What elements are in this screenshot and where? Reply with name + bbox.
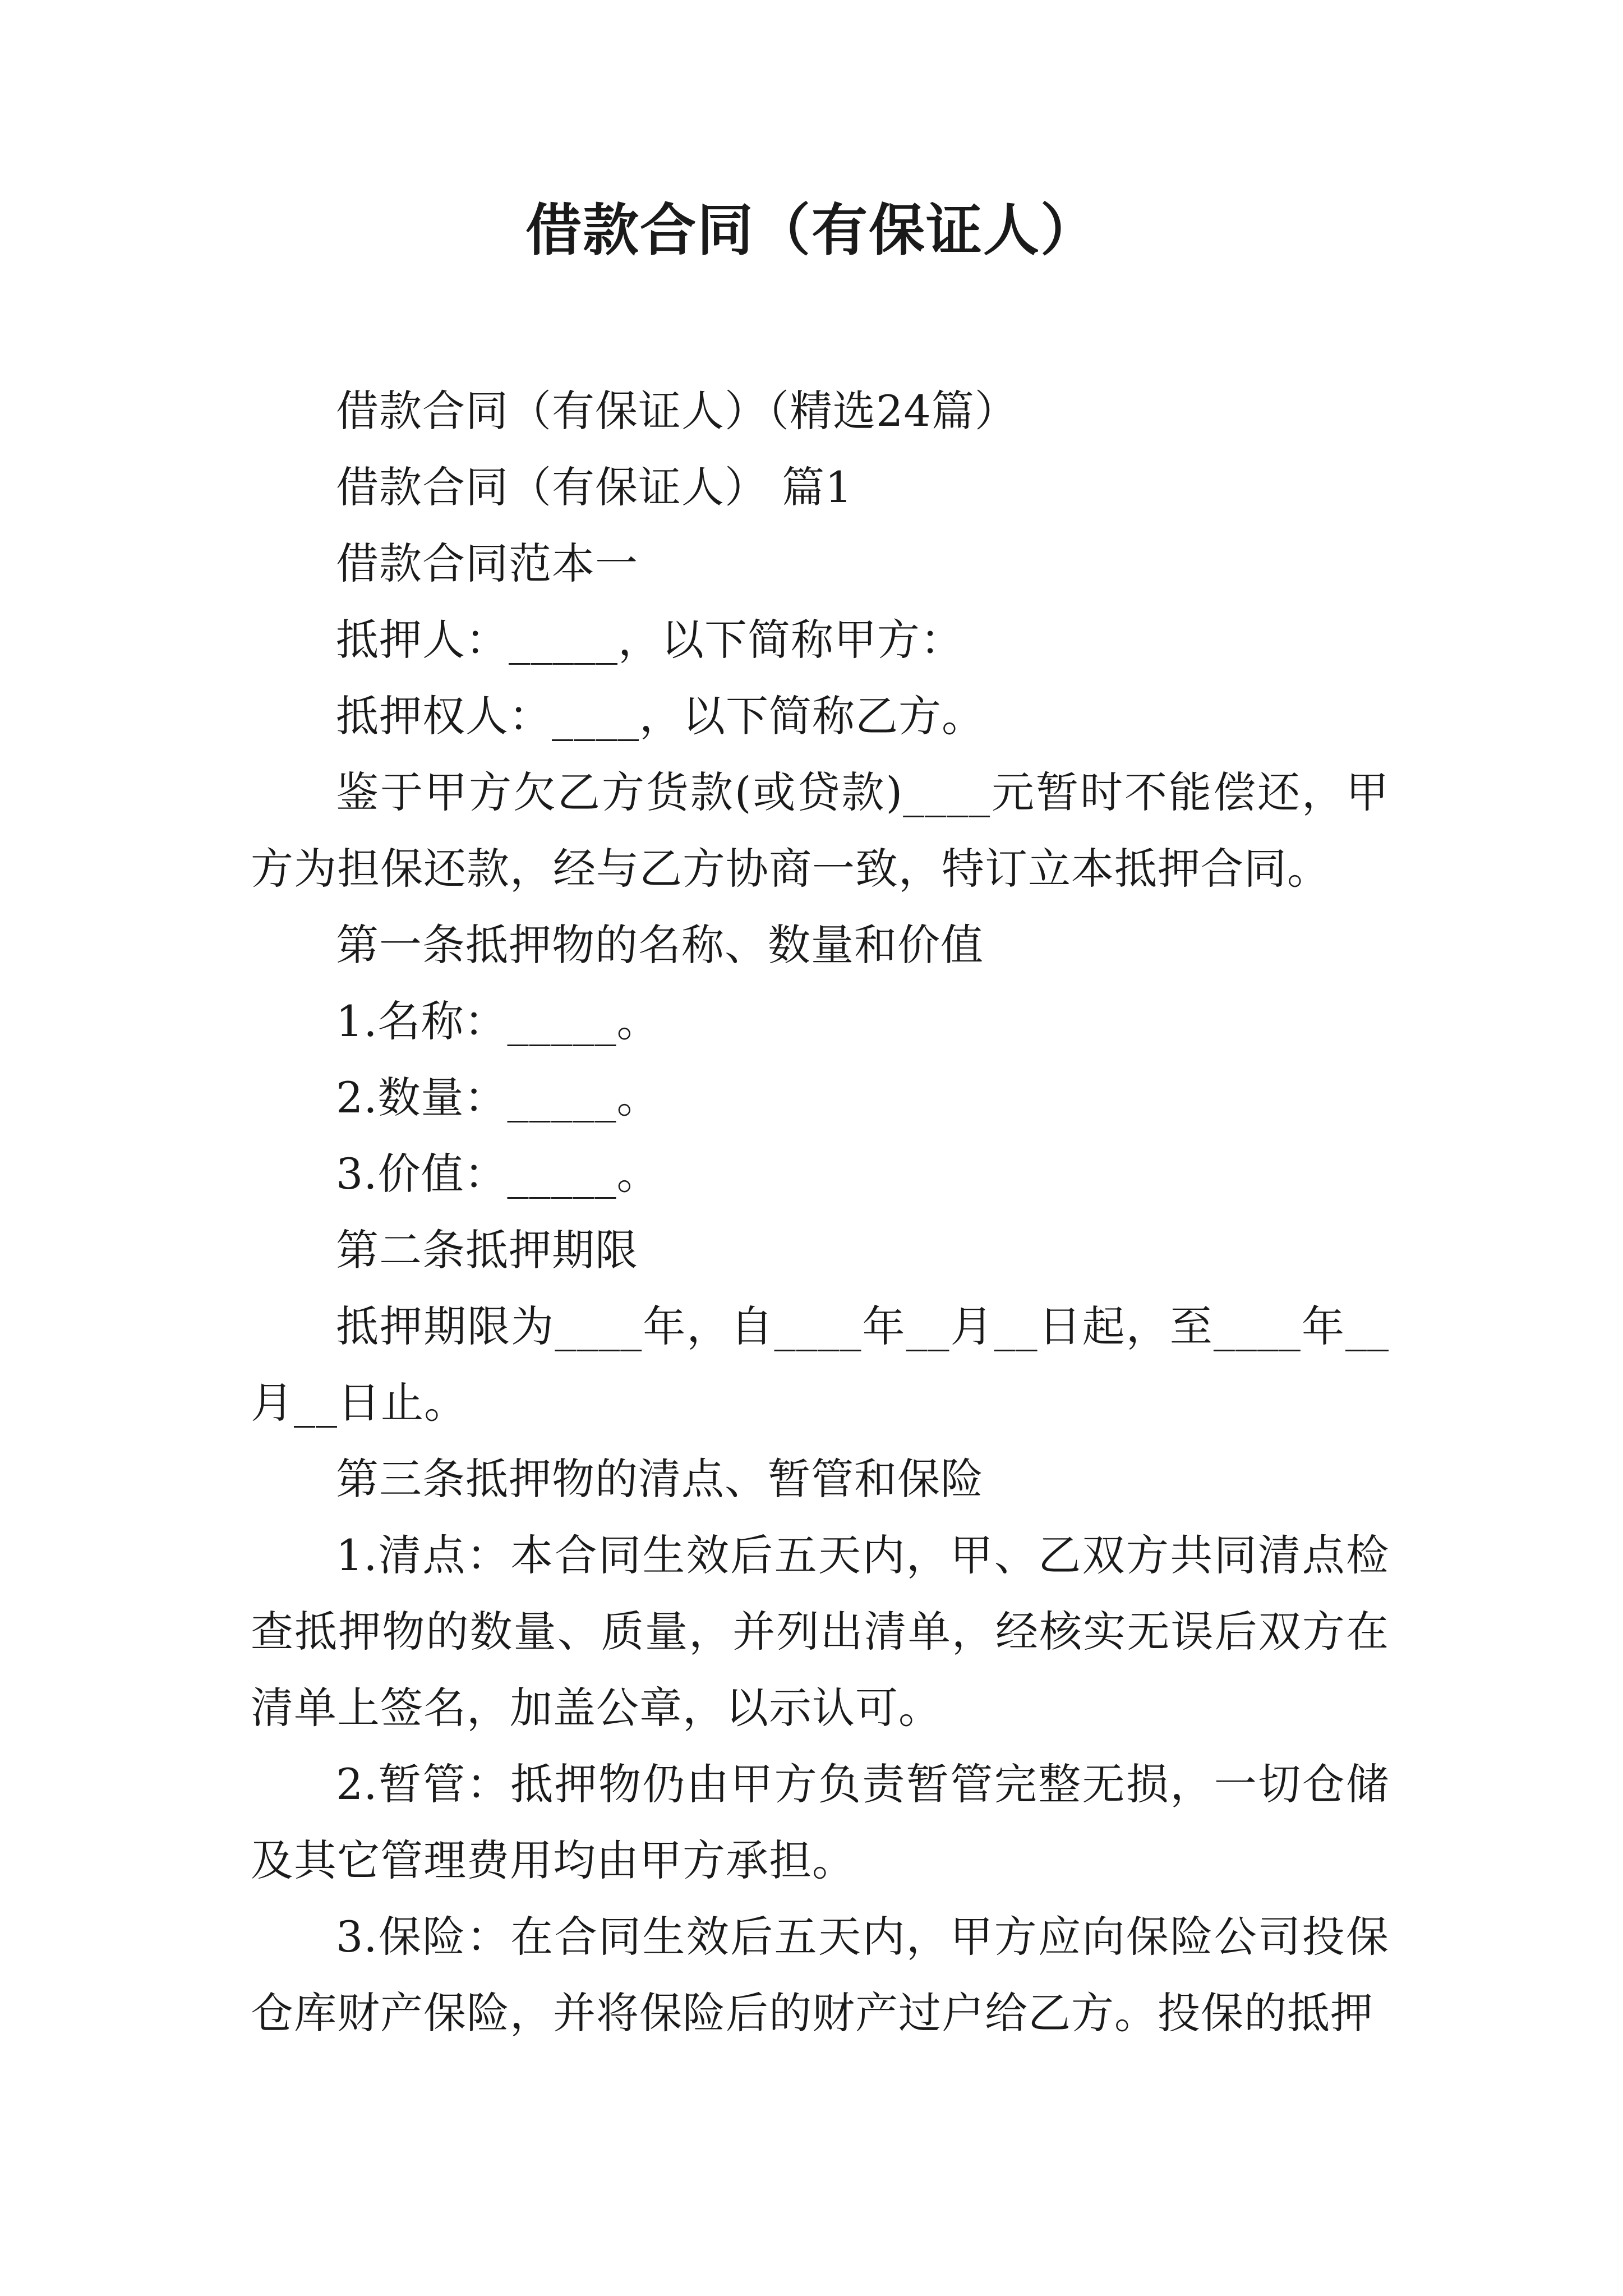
paragraph-article-1-heading: 第一条抵押物的名称、数量和价值 bbox=[336, 920, 984, 970]
paragraph-article-3-insurance: 3.保险：在合同生效后五天内，甲方应向保险公司投保仓库财产保险，并将保险后的财产过户给乙方。投保的抵押 bbox=[251, 1912, 1389, 2038]
paragraph-article-1-quantity: 2.数量：_____。 bbox=[336, 1073, 660, 1122]
paragraph-article-1-name: 1.名称：_____。 bbox=[336, 996, 660, 1046]
paragraph-section-heading: 借款合同（有保证人） 篇1 bbox=[336, 462, 853, 512]
paragraph-article-3-custody: 2.暂管：抵押物仍由甲方负责暂管完整无损，一切仓储及其它管理费用均由甲方承担。 bbox=[251, 1759, 1389, 1885]
document-title: 借款合同（有保证人） bbox=[525, 197, 1098, 263]
paragraph-collection-title: 借款合同（有保证人）（精选24篇） bbox=[336, 386, 1018, 436]
paragraph-preamble: 鉴于甲方欠乙方货款(或贷款)____元暂时不能偿还，甲方为担保还款，经与乙方协商一致，特订立本抵押合同。 bbox=[251, 767, 1389, 894]
document-body bbox=[251, 373, 1389, 2051]
paragraph-template-name: 借款合同范本一 bbox=[336, 539, 638, 588]
paragraph-mortgagee: 抵押权人：____，以下简称乙方。 bbox=[336, 691, 985, 741]
paragraph-article-3-inventory: 1.清点：本合同生效后五天内，甲、乙双方共同清点检查抵押物的数量、质量，并列出清单，经核实无误后双方在清单上签名，加盖公章，以示认可。 bbox=[251, 1530, 1389, 1733]
paragraph-article-2-term: 抵押期限为____年，自____年__月__日起，至____年__月__日止。 bbox=[251, 1301, 1389, 1428]
paragraph-mortgagor: 抵押人：_____，以下简称甲方： bbox=[336, 615, 963, 665]
paragraph-article-3-heading: 第三条抵押物的清点、暂管和保险 bbox=[336, 1454, 984, 1504]
paragraph-article-2-heading: 第二条抵押期限 bbox=[336, 1225, 638, 1275]
paragraph-article-1-value: 3.价值：_____。 bbox=[336, 1149, 660, 1199]
